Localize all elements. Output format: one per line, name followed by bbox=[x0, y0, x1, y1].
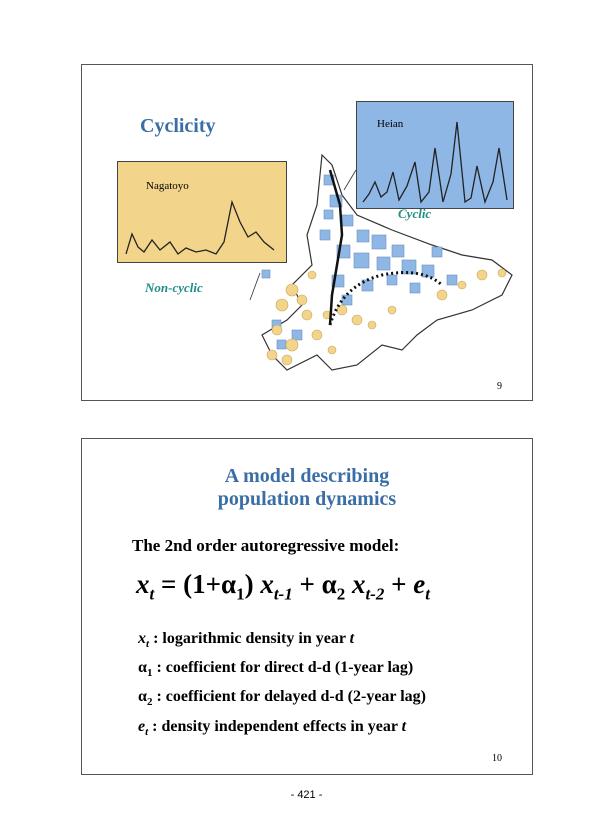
slide-model bbox=[81, 438, 533, 775]
eq-part: + bbox=[384, 569, 414, 599]
eq-lhs: x bbox=[136, 569, 150, 599]
eq-lhs-sub: t bbox=[149, 584, 155, 604]
arrow-heian bbox=[344, 170, 356, 190]
eq-x2: x bbox=[345, 569, 366, 599]
definition-list bbox=[138, 627, 426, 744]
nagatoyo-chart bbox=[117, 161, 287, 263]
definition-item: $x_t$ : logarithmic density in year t bbox=[138, 630, 355, 651]
title-line-1: A model describing bbox=[224, 465, 390, 487]
page-footer: - 421 - bbox=[290, 789, 323, 801]
heian-chart bbox=[356, 101, 514, 209]
model-subtitle: The 2nd order autoregressive model: bbox=[132, 536, 400, 555]
eq-a1-sub: 1 bbox=[236, 584, 245, 604]
eq-part: + α bbox=[292, 569, 337, 599]
slide-title bbox=[82, 465, 532, 511]
slide-page-number: 10 bbox=[492, 753, 502, 764]
eq-x1: x bbox=[260, 569, 274, 599]
eq-x1-sub: t-1 bbox=[273, 584, 293, 604]
definition-item: $e_t$ : density independent effects in year t bbox=[138, 717, 407, 738]
eq-part: = (1+α bbox=[154, 569, 237, 599]
cyclic-label: Cyclic bbox=[398, 206, 432, 221]
noncyclic-label: Non-cyclic bbox=[145, 280, 203, 295]
slide-cyclicity bbox=[81, 64, 533, 401]
eq-part: ) bbox=[244, 569, 261, 599]
eq-a2-sub: 2 bbox=[336, 584, 346, 604]
heian-label: Heian bbox=[377, 118, 404, 130]
heian-line bbox=[363, 122, 507, 202]
slide-title: Cyclicity bbox=[140, 115, 216, 137]
nagatoyo-series-svg bbox=[118, 162, 286, 262]
eq-x2-sub: t-2 bbox=[365, 584, 385, 604]
definition-item: $\alpha_1$ : coefficient for direct d-d (1-year lag) bbox=[138, 659, 414, 680]
arrow-nagatoyo bbox=[250, 273, 260, 300]
ar-equation bbox=[136, 569, 430, 604]
nagatoyo-label: Nagatoyo bbox=[146, 180, 189, 192]
title-line-2: population dynamics bbox=[217, 488, 397, 510]
slide-page-number: 9 bbox=[497, 381, 502, 392]
definition-item: $\alpha_2$ : coefficient for delayed d-d (2-year lag) bbox=[138, 688, 426, 709]
eq-e: e bbox=[413, 569, 426, 599]
nagatoyo-line bbox=[126, 202, 274, 254]
eq-e-sub: t bbox=[425, 584, 430, 604]
